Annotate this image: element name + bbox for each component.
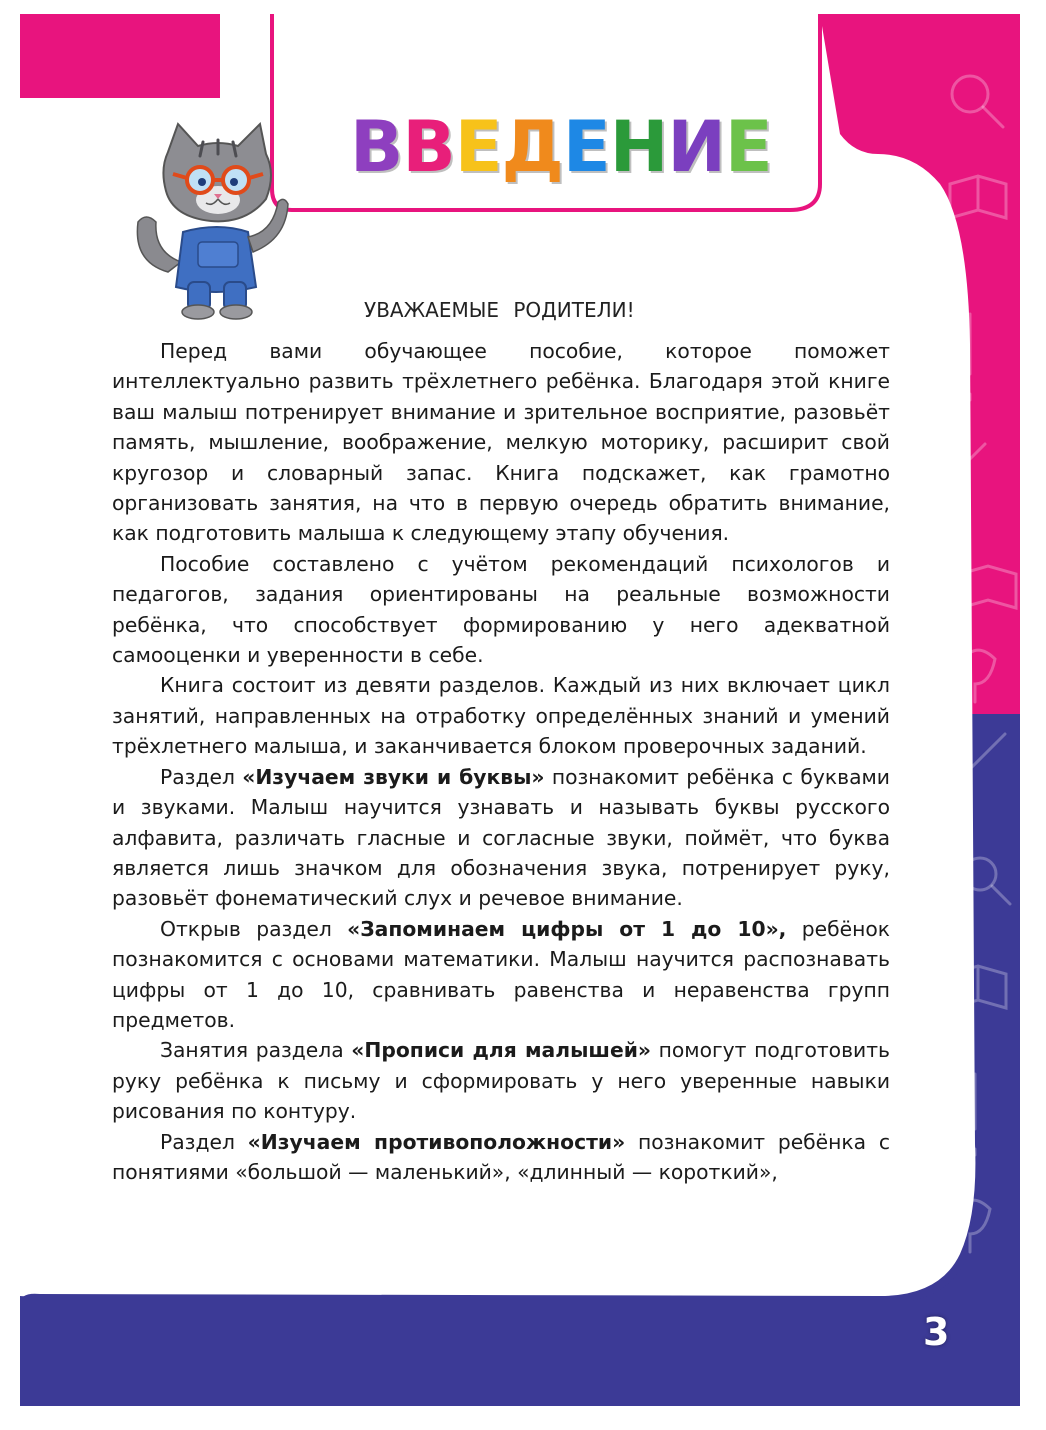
section-name: «Изучаем звуки и буквы»	[242, 764, 545, 789]
paragraph: Открыв раздел «Запоминаем цифры от 1 до 10», ребёнок познакомится с основами математики. Малыш научится распознавать цифры от 1 до 10, сравнивать равенства и неравенства групп предметов.	[112, 916, 891, 1032]
paragraph: Раздел «Изучаем звуки и буквы» познакомит ребёнка с буквами и звуками. Малыш научится узнавать и называть буквы русского алфавита, различать гласные и согласные звуки, поймёт, что буква является лишь значком для обозначения звука, потренирует руку, разовьёт фонематический слух и речевое внимание.	[112, 764, 890, 911]
paragraph: Пособие составлено с учётом рекомендаций психологов и педагогов, задания ориентированы на реальные возможности ребёнка, что способствует формированию у него адекватной самооценки и уверенности в себе.	[112, 551, 890, 668]
paragraph: Книга состоит из девяти разделов. Каждый из них включает цикл занятий, направленных на отработку определённых знаний и умений трёхлетнего малыша, и заканчивается блоком проверочных заданий.	[112, 673, 890, 759]
paragraph: Перед вами обучающее пособие, которое поможет интеллектуально развить трёхлетнего ребёнка. Благодаря этой книге ваш малыш потренирует внимание и зрительное восприятие, разовьёт память, мышление, воображение, мелкую моторику, расширит свой кругозор и словарный запас. Книга подскажет, как грамотно организовать занятия, на что в первую очередь обратить внимание, как подготовить малыша к следующему этапу обучения.	[112, 339, 890, 546]
greeting-heading: УВАЖАЕМЫЕ РОДИТЕЛИ!	[364, 298, 635, 322]
page-title	[350, 106, 772, 188]
intro-text	[112, 336, 890, 1187]
title-letter: Е	[454, 106, 502, 188]
title-letter: В	[402, 106, 455, 188]
paragraph: Раздел «Изучаем противоположности» познакомит ребёнка с понятиями «большой — маленький», «длинный — короткий»,	[112, 1129, 890, 1184]
paragraph: Занятия раздела «Прописи для малышей» помогут подготовить руку ребёнка к письму и сформировать у него уверенные навыки рисования по контуру.	[112, 1038, 890, 1124]
title-letter: Е	[724, 106, 772, 188]
section-name: «Запоминаем цифры от 1 до 10»,	[347, 916, 787, 941]
section-name: «Изучаем противоположности»	[247, 1129, 626, 1154]
title-letter: Е	[562, 106, 610, 188]
title-letter: Д	[501, 106, 563, 188]
section-name: «Прописи для малышей»	[351, 1038, 652, 1063]
title-letter: Н	[609, 106, 668, 188]
title-letter: И	[667, 106, 725, 188]
title-letter: В	[350, 106, 403, 188]
page-number: 3	[923, 1310, 950, 1354]
book-page	[20, 14, 1020, 1406]
cat-mascot-illustration	[128, 122, 308, 322]
